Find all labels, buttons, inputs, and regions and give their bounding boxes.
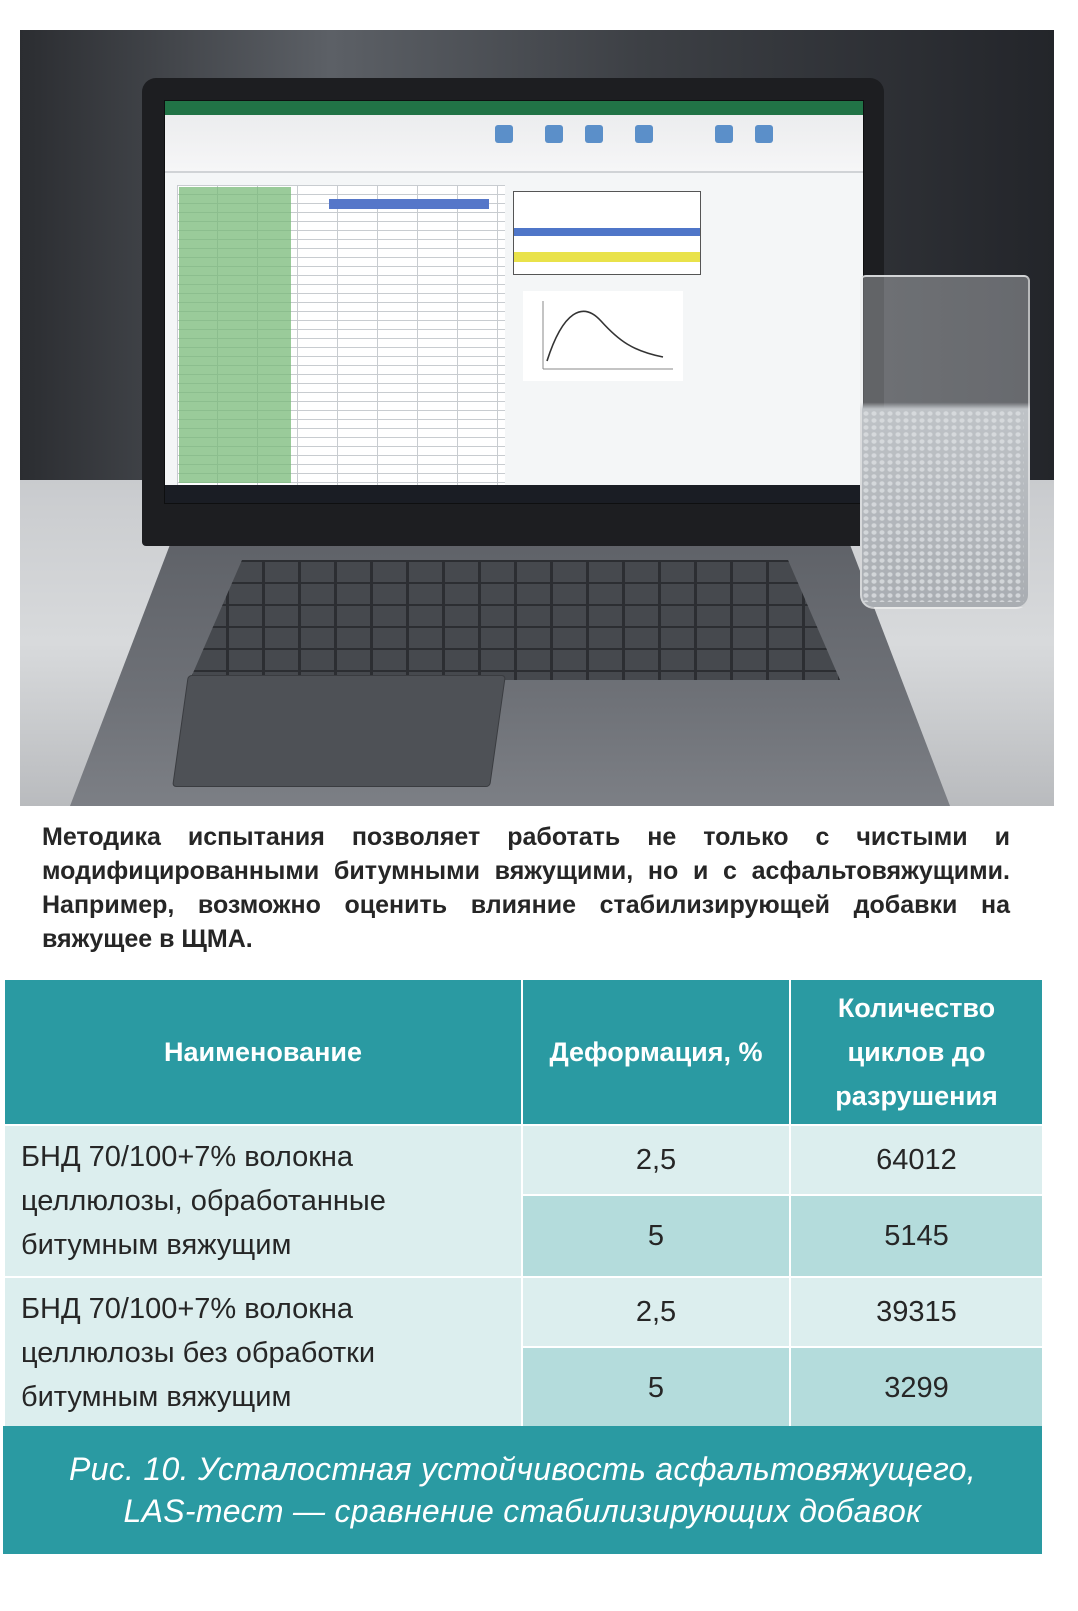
cycles-cell: 5145 (790, 1195, 1043, 1277)
deformation-cell: 5 (522, 1347, 790, 1429)
spreadsheet-header-strip (329, 199, 489, 209)
laptop-lid (142, 78, 884, 546)
sample-name-1: БНД 70/100+7% волокна целлюлозы, обработанные битумным вяжущим (4, 1125, 522, 1277)
caption-line-2: LAS-тест — сравнение стабилизирующих добавок (123, 1493, 922, 1529)
spreadsheet-highlight-column (179, 187, 291, 483)
lead-paragraph: Методика испытания позволяет работать не только с чистыми и модифицированными битумными вяжущими, но и с асфальтовяжущими. Например, возможно оценить влияние стабилизирующей добавки на вяжущее в ЩМА. (42, 823, 1010, 953)
spreadsheet-calc-box (513, 191, 701, 275)
ribbon-icon (495, 125, 513, 143)
ribbon-icon (635, 125, 653, 143)
ribbon-icon (755, 125, 773, 143)
spreadsheet-chart (523, 291, 683, 381)
cycles-cell: 64012 (790, 1125, 1043, 1195)
table-row (4, 1125, 1043, 1195)
table-row (4, 1277, 1043, 1347)
figure-caption (3, 1426, 1042, 1554)
deformation-cell: 5 (522, 1195, 790, 1277)
ribbon-icon (545, 125, 563, 143)
deformation-cell: 2,5 (522, 1125, 790, 1195)
windows-taskbar (165, 485, 863, 503)
beaker-granules (862, 410, 1024, 602)
ribbon-tabs (165, 101, 863, 115)
spreadsheet-ribbon (165, 101, 863, 173)
header-cycles: Количество циклов до разрушения (790, 979, 1043, 1125)
cycles-cell: 39315 (790, 1277, 1043, 1347)
laptop-screen (164, 100, 864, 504)
results-table (3, 978, 1044, 1430)
caption-line-1: Рис. 10. Усталостная устойчивость асфальтовяжущего, (69, 1451, 976, 1487)
laptop-touchpad (172, 675, 506, 787)
deformation-cell: 2,5 (522, 1277, 790, 1347)
ribbon-icon (585, 125, 603, 143)
sample-name-2: БНД 70/100+7% волокна целлюлозы без обработки битумным вяжущим (4, 1277, 522, 1429)
header-deformation: Деформация, % (522, 979, 790, 1125)
laptop-photo (20, 30, 1054, 806)
cycles-cell: 3299 (790, 1347, 1043, 1429)
laptop-keyboard (190, 560, 840, 680)
header-name: Наименование (4, 979, 522, 1125)
ribbon-icon (715, 125, 733, 143)
table-header-row (4, 979, 1043, 1125)
